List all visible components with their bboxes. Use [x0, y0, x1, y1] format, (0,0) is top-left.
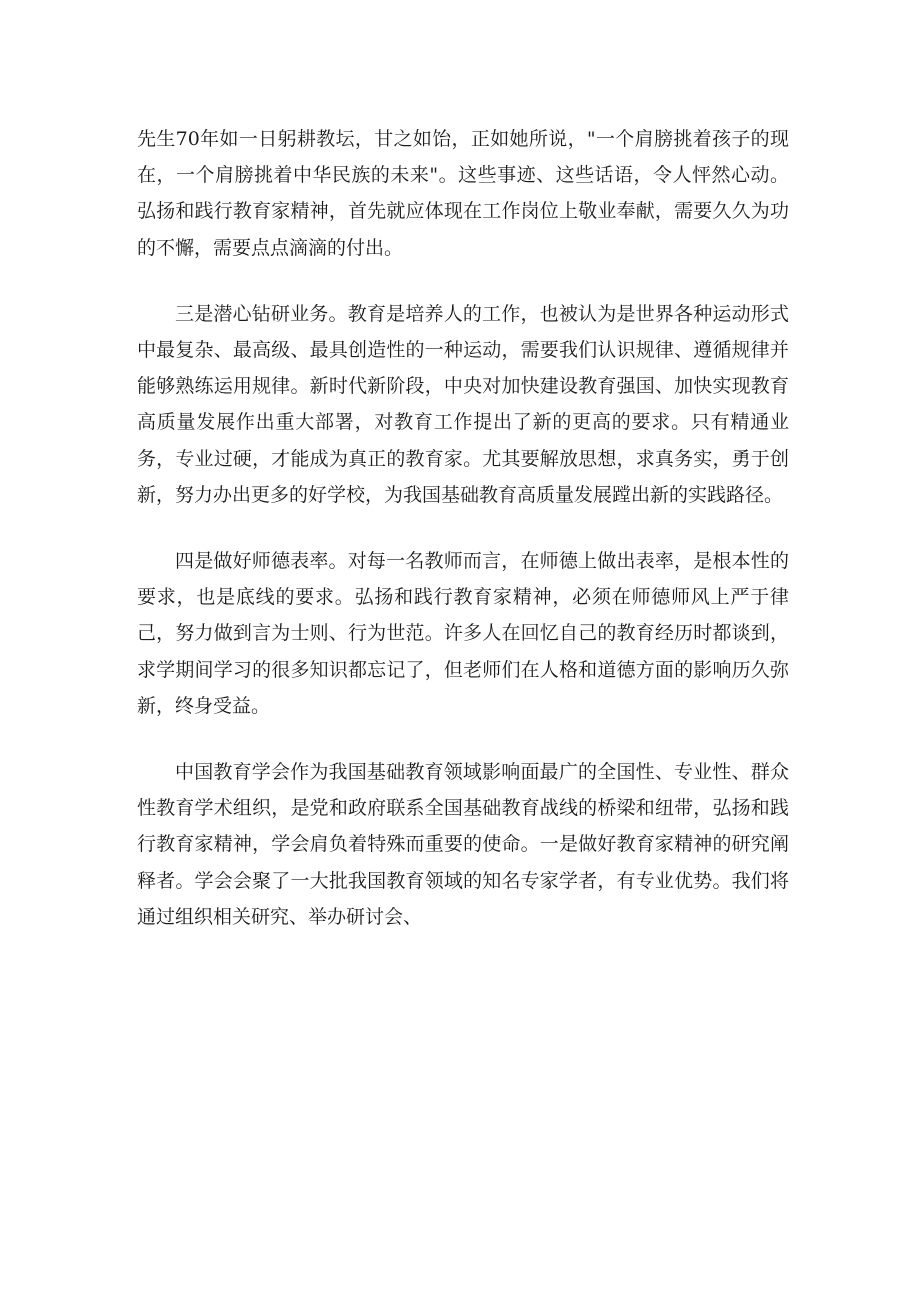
paragraph-continuation: 先生70年如一日躬耕教坛，甘之如饴，正如她所说，"一个肩膀挑着孩子的现在，一个肩膀挑着中华民族的未来"。这些事迹、这些话语，令人怦然心动。弘扬和践行教育家精神，首先就应体现在工作岗位上敬业奉献，需要久久为功的不懈，需要点点滴滴的付出。: [137, 128, 789, 259]
paragraph-teacher-ethics: 四是做好师德表率。对每一名教师而言，在师德上做出表率，是根本性的要求，也是底线的要求。弘扬和践行教育家精神，必须在师德师风上严于律己，努力做到言为士则、行为世范。许多人在回忆自己的教育经历时都谈到，求学期间学习的很多知识都忘记了，但老师们在人格和道德方面的影响历久弥新，终身受益。: [137, 550, 789, 717]
paragraph-education-society: 中国教育学会作为我国基础教育领域影响面最广的全国性、专业性、群众性教育学术组织，是党和政府联系全国基础教育战线的桥梁和纽带，弘扬和践行教育家精神，学会肩负着特殊而重要的使命。一是做好教育家精神的研究阐释者。学会会聚了一大批我国教育领域的知名专家学者，有专业优势。我们将通过组织相关研究、举办研讨会、: [137, 761, 789, 928]
document-body: [137, 121, 789, 935]
paragraph-study-business: 三是潜心钻研业务。教育是培养人的工作，也被认为是世界各种运动形式中最复杂、最高级、最具创造性的一种运动，需要我们认识规律、遵循规律并能够熟练运用规律。新时代新阶段，中央对加快建设教育强国、加快实现教育高质量发展作出重大部署，对教育工作提出了新的更高的要求。只有精通业务，专业过硬，才能成为真正的教育家。尤其要解放思想，求真务实，勇于创新，努力办出更多的好学校，为我国基础教育高质量发展蹚出新的实践路径。: [137, 302, 789, 506]
